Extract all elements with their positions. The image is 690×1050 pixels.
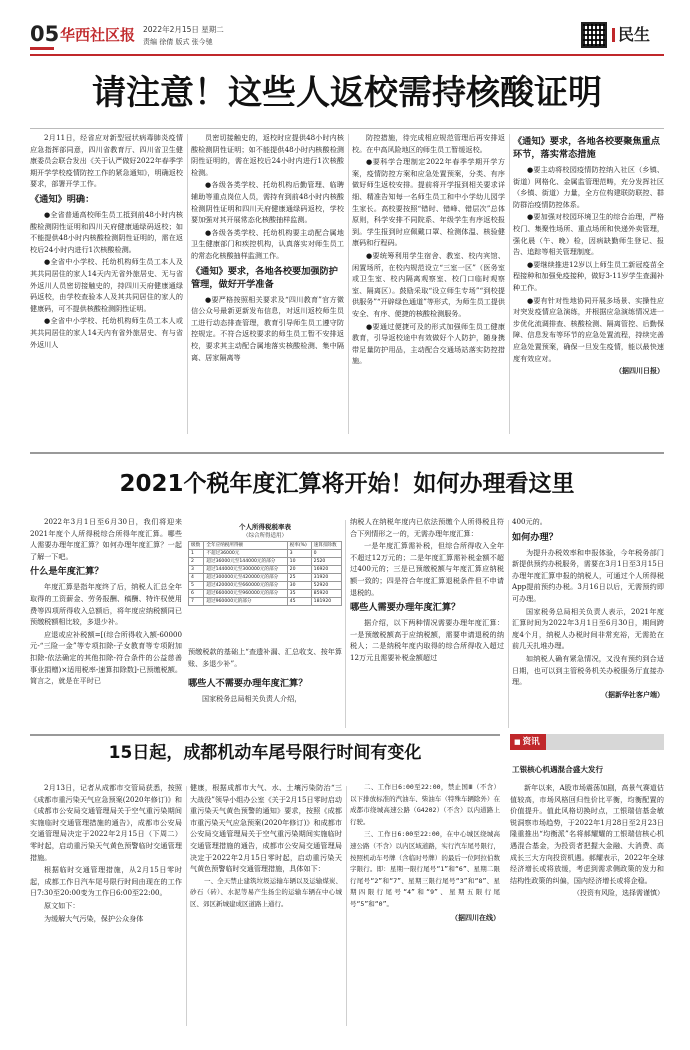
sidebar-title: 工银核心机遇混合盛大发行 <box>512 765 604 774</box>
tax-table-cell: 31920 <box>311 574 341 582</box>
tax-table-cell: 超过420000元至660000元的部分 <box>204 582 287 590</box>
article-3-para: 2月13日，记者从成都市交管局获悉，按照《成都市重污染天气应急预案(2020年修订)》和《成都市公安局交通管理局关于空气重污染期间实施临时交通管理措施的通告》，成都市公安局交通管理局决定于2022年2月15日（下周二）零时起，启动重污染天气黄色预警临时交通管理措施。 <box>30 783 182 862</box>
article-3-col-3 <box>350 782 500 1027</box>
article-2-top-rule <box>30 452 664 454</box>
article-2-col-3 <box>350 516 504 729</box>
sidebar-tag <box>510 734 546 750</box>
tax-table-cell: 超过36000元至144000元的部分 <box>204 558 287 566</box>
section-name: 民生 <box>618 25 651 44</box>
article-3-para: 原文如下： <box>44 900 80 910</box>
tax-table-header-cell: 级数 <box>189 542 204 550</box>
tax-table-cell: 超过144000元至300000元的部分 <box>204 566 287 574</box>
tax-table-cell: 30 <box>287 582 311 590</box>
article-1-para: ●各级各类学校、托幼机构后勤管理、临聘辅助等重点岗位人员，需持有到前48小时内核酸检测阴性证明和四川天府健康通绿码返校，学校要加强对其开展常态化核酸抽样监测。 <box>191 180 344 225</box>
article-1-para: ●全省中小学校、托幼机构师生员工本人或其共同居住的家人14天内有省外旅居史、有与省外返川人 <box>30 316 183 349</box>
tax-table-cell: 25 <box>287 574 311 582</box>
page-number: 05 <box>30 22 60 46</box>
tax-table-row <box>189 558 342 566</box>
page-number-bar <box>30 47 54 50</box>
tax-table-title: 个人所得税税率表 <box>239 523 291 531</box>
article-2-para: 年度汇算是指年度终了后，纳税人汇总全年取得的工资薪金、劳务报酬、稿酬、特许权使用费等四项所得收入总额后，将年度应纳税额同已预缴税额相比较，多退少补。 <box>30 582 182 627</box>
sidebar-para: 新年以来，A股市场震荡加剧，高景气赛道估值较高，市场风格回归性价比平衡，均衡配置的价值提升。值此风格切换时点，工银瑞信基金敏锐洞察市场趋势，于2022年1月28日至2月23日隆重推出“均衡派”名将郝耀耀的工银瑞信核心机遇混合基金，为投资者把握大金融、大消费、高成长三大方向投资机遇。郝耀表示，2022年全球经济增长或将放缓，考虑到需求侧政策的发力和结构性政策的纠偏，国内经济增长或将企稳。 <box>510 783 664 885</box>
article-2-para: 据介绍，以下两种情况需要办理年度汇算：一是预缴税额高于应纳税额，需要申请退税的纳税人；二是纳税年度内取得的综合所得收入超过12万元且需要补税金额超过 <box>350 618 504 662</box>
tax-table-row <box>189 590 342 598</box>
article-1-headline: 请注意！这些人返校需持核酸证明 <box>92 73 602 113</box>
sidebar-tag-icon: ■ <box>514 738 521 746</box>
article-2-subhead-1: 什么是年度汇算？ <box>30 566 104 578</box>
news-sidebar <box>510 734 664 1029</box>
article-1-para: ●要主动将校园疫情防控纳入社区（乡镇、街道）网格化、金属监管理范畴，充分发挥社区（乡镇、街道）力量，全方位构建联防联控、群防群治疫情防控体系。 <box>513 165 664 209</box>
column-divider <box>186 786 187 1026</box>
article-3-top-rule <box>30 734 500 736</box>
article-1-para: ●要继续推进12岁以上师生员工新冠疫苗全程接种和加强免疫接种，做好3-11岁学生查漏补种工作。 <box>513 259 664 292</box>
tax-table-cell: 5 <box>189 582 204 590</box>
tax-table-cell: 2 <box>189 558 204 566</box>
tax-table-row <box>189 566 342 574</box>
article-3-headline: 15日起，成都机动车尾号限行时间有变化 <box>108 743 422 763</box>
section-marker-icon <box>612 28 615 42</box>
article-2-para: 纳税人在纳税年度内已依法预缴个人所得税且符合下列情形之一的，无需办理年度汇算： <box>350 517 504 538</box>
qr-code-icon <box>581 22 607 48</box>
tax-rate-table <box>188 522 342 606</box>
article-1-para: ●要严格按照相关要求及“四川教育”官方微信公众号最新更新发布信息，对返川返校师生员工进行动态排查管理，教育引导师生员工遵守防控规定。不符合返校要求的师生员工暂不安排返校，要求其主动配合属地落实核酸检测、集中隔离、居家隔离等 <box>191 294 344 362</box>
tax-table-cell: 7 <box>189 598 204 606</box>
tax-table-cell: 2520 <box>311 558 341 566</box>
tax-table-cell: 超过960000元的部分 <box>204 598 287 606</box>
column-divider <box>348 134 349 434</box>
article-2-para: 400元的。 <box>512 517 547 526</box>
article-1-para: ●各级各类学校、托幼机构要主动配合属地卫生健康部门和疾控机构，认真落实对师生员工的常态化核酸抽样监测工作。 <box>191 227 344 260</box>
tax-table-cell: 1 <box>189 550 204 558</box>
article-2-para: 为提升办税效率和申报体验，今年税务部门新提供预约办税服务，需要在3月1日至3月15日办理年度汇算申报的纳税人，可通过个人所得税App提前预约办税。3月16日以后，无需预约即可办理。 <box>512 547 664 603</box>
paper-name: 华西社区报 <box>60 26 136 44</box>
article-3-para: 二、工作日6:00至22:00，禁止国Ⅲ（不含）以下排放标准的汽油车、柴油车（特殊车辆除外）在成都市绕城高速公路（G4202）（不含）以内道路上行驶。 <box>350 783 500 826</box>
tax-table-row <box>189 550 342 558</box>
article-1-col-1 <box>30 132 183 437</box>
column-divider <box>508 520 509 728</box>
article-1-para: ●全省普通高校师生员工抵到前48小时内核酸检测阴性证明和四川天府健康通绿码返校；如不能提供48小时内核酸检测阴性证明的，需在返校后24小时内进行1次核酸检测。 <box>30 209 183 254</box>
article-1-col-3 <box>352 132 505 437</box>
article-3-para: 根据临时交通管理措施，从2月15日零时起，成都工作日汽车尾号限行时间由现在的工作日7:30至20:00变为工作日6:00至22:00。 <box>30 865 182 898</box>
tax-table-header-cell: 全年应纳税所得额 <box>204 542 287 550</box>
article-1-col-2 <box>191 132 344 437</box>
tax-table-cell: 4 <box>189 574 204 582</box>
article-2-headline: 2021个税年度汇算将开始！如何办理看这里 <box>119 471 575 497</box>
masthead-rule <box>30 54 664 56</box>
article-1-subhead-3: 《通知》要求，各地各校要聚焦重点环节，落实常态措施 <box>513 136 660 160</box>
article-2-para: 如纳税人确有紧急情况，又没有预约到合适日期，也可以到主管税务机关办税服务厅直接办理。 <box>512 653 664 687</box>
article-1-para: ●要加强对校园环境卫生的综合治理，严格校门、集聚性场所、重点场所和快递外卖管理，强化晨（午、晚）检，因病缺勤师生登记、报告、追踪等相关管理制度。 <box>513 212 664 257</box>
masthead <box>0 0 690 58</box>
tax-table-cell: 10 <box>287 558 311 566</box>
article-2-para: 应退或应补税额=[(综合所得收入额-60000元-“三险一金”等专项扣除-子女教育等专项附加扣除-依法确定的其他扣除-符合条件的公益慈善事业捐赠)×适用税率-速算扣除数]-已预缴税额。简言之，就是在平时已 <box>30 629 182 686</box>
tax-table-row <box>189 598 342 606</box>
column-divider <box>187 134 188 434</box>
tax-table-cell: 35 <box>287 590 311 598</box>
sidebar-body <box>510 782 664 1012</box>
sidebar-source: （投资有风险，选择需谨慎） <box>573 889 664 898</box>
article-2-para: 国家税务总局相关负责人介绍， <box>202 694 302 704</box>
article-1-para: ●要科学合理制定2022年春季学期开学方案，疫情防控方案和应急处置预案，分类、有序做好师生返校安排。提前将开学报到相关要求详细、精准告知每一名师生员工和中小学幼儿园学生家长。高校要按照“错时、错峰、错层次”总体原则，科学安排不同院系、年级学生有序返校报到。学生报到时应佩戴口罩、检测体温、核验健康码和行程码。 <box>352 157 505 248</box>
tax-table-header-cell: 速算扣除数 <box>311 542 341 550</box>
tax-table-cell: 3 <box>287 550 311 558</box>
article-2-col-2 <box>188 646 342 731</box>
tax-table-cell: 20 <box>287 566 311 574</box>
tax-table-row <box>189 582 342 590</box>
tax-table-cell: 52920 <box>311 582 341 590</box>
tax-table-cell: 0 <box>311 550 341 558</box>
article-1-subhead-1: 《通知》明确： <box>30 193 95 205</box>
article-1-para: ●要统筹利用学生宿舍、教室、校内宾馆、闲置场所，在校内规范设立“三室一区”（医务室或卫生室、校内隔离观察室、校门口临时观察室、隔离区）。鼓励采取“设立师生专场”“到校提供服务”“开辟绿色通道”等形式，为师生员工提供安全、有序、便捷的核酸检测服务。 <box>352 250 505 318</box>
tax-table-header-cell: 税率(%) <box>287 542 311 550</box>
article-3-source: （据四川在线） <box>451 913 500 922</box>
tax-table-cell: 不超过36000元 <box>204 550 287 558</box>
tax-table-cell: 16920 <box>311 566 341 574</box>
article-3-col-1 <box>30 782 182 1027</box>
article-2-subhead-3: 哪些人需要办理年度汇算？ <box>350 602 461 614</box>
article-2-subhead-2: 哪些人不需要办理年度汇算？ <box>188 678 308 690</box>
tax-table-cell: 3 <box>189 566 204 574</box>
column-divider <box>346 786 347 1026</box>
article-2-col-1 <box>30 516 182 729</box>
article-1-subhead-2: 《通知》要求，各地各校要加强防护管理，做好开学准备 <box>191 265 338 290</box>
article-3-para: 为缓解大气污染，保护公众身体 <box>44 913 144 923</box>
tax-table-grid <box>188 541 342 606</box>
tax-table-cell: 超过300000元至420000元的部分 <box>204 574 287 582</box>
tax-table-cell: 45 <box>287 598 311 606</box>
article-1-col-4 <box>513 132 664 437</box>
article-2-col-4 <box>512 516 664 729</box>
tax-table-cell: 85920 <box>311 590 341 598</box>
tax-table-cell: 超过660000元至960000元的部分 <box>204 590 287 598</box>
article-2-subhead-4: 如何办理？ <box>512 531 558 543</box>
article-3-para: 健康，根据成都市大气、水、土壤污染防治“三大战役”领导小组办公室《关于2月15日零时启动重污染天气黄色预警的通知》要求，按照《成都市重污染天气应急预案(2020年修订)》和成都市公安局交通管理局关于空气重污染期间实施临时交通管理措施的通告，成都市公安局交通管理局决定于2022年2月15日零时起，启动重污染天气黄色预警临时交通管理措施，具体如下： <box>190 783 342 874</box>
article-1-para: ●要通过便捷可及的形式加强师生员工健康教育，引导返校途中有效做好个人防护，随身携带足量防护用品，主动配合交通场站落实防控措施。 <box>352 321 505 366</box>
article-1-para: ●全省中小学校、托幼机构师生员工本人及其共同居住的家人14天内无省外旅居史、无与省外返川人员密切接触史的，持四川天府健康通绿码返校，由学校查验本人及其共同居住的家人的健康码，可不提供核酸检测阴性证明。 <box>30 257 183 313</box>
column-divider <box>345 520 346 728</box>
article-3-para: 三、工作日6:00至22:00，在中心城区绕城高速公路（不含）以内区域道路，实行汽车尾号限行，按照机动车号牌（含临时号牌）的最后一位阿拉伯数字限行。即：星期一限行尾号“1”和“6”、星期二限行尾号“2”和“7”、星期三限行尾号“3”和“8”、星期四限行尾号“4”和“9”、星期五限行尾号“5”和“0”。 <box>350 830 500 908</box>
article-1-top-rule <box>30 128 664 129</box>
article-2-source: （据新华社客户端） <box>601 690 664 699</box>
article-1-para: 员密切接触史的，返校时应提供48小时内核酸检测阴性证明；如不能提供48小时内核酸检测阴性证明的，需在返校后24小时内进行1次核酸检测。 <box>191 133 344 177</box>
tax-table-subtitle: （综合所得适用） <box>242 533 287 539</box>
sidebar-tag-label: 资讯 <box>522 737 540 747</box>
article-1-para: 2月11日，经省应对新型冠状病毒肺炎疫情应急指挥部同意，四川省教育厅、四川省卫生健康委员会联合发出《关于认严做好2022年春季学期开学学校疫情防控工作的紧急通知》，明确返校要求，部署开学工作。 <box>30 133 183 189</box>
tax-table-cell: 6 <box>189 590 204 598</box>
article-1-para: 防控措施，待完成相应规范管理后再安排返校。在中高风险地区的师生员工暂缓返校。 <box>352 133 505 154</box>
tax-table-row <box>189 574 342 582</box>
article-1-para: ●要有针对性地协同开展多场景、实操性应对突发疫情应急演练，并根据应急演练情况进一步优化流调排查、核酸检测、隔离管控、后勤保障、信息发布等环节的应急处置流程，持续完善应急处置预案，确保一旦发生疫情，能以最快速度有效应对。 <box>513 295 664 363</box>
article-3-para: 一、全天禁止建筑垃圾运输车辆以及运输煤炭、砂石（砖）、水泥等易产生扬尘的运输车辆在中心城区、郊区新城建成区道路上通行。 <box>190 876 342 908</box>
article-2-para: 国家税务总局相关负责人表示，2021年度汇算时间为2022年3月1日至6月30日，期间跨度4个月，纳税人办税时间非常充裕，无需抢在前几天扎堆办理。 <box>512 606 664 651</box>
article-3-col-2 <box>190 782 342 1027</box>
column-divider <box>509 134 510 434</box>
issue-date: 2022年2月15日 星期二 <box>143 25 224 34</box>
article-1-source: （据四川日报） <box>615 367 664 376</box>
tax-table-cell: 181920 <box>311 598 341 606</box>
article-2-para: 一是年度汇算需补税，但综合所得收入全年不超过12万元的；二是年度汇算需补税金额不超过400元的；三是已预缴税额与年度汇算应纳税额一致的；四是符合年度汇算退税条件但不申请退税的。 <box>350 541 504 597</box>
article-2-para: 预缴税款的基础上“查遗补漏、汇总收支、按年算账、多退少补”。 <box>188 647 342 668</box>
article-2-para: 2022年3月1日至6月30日，我们将迎来2021年度个人所得税综合所得年度汇算。哪些人需要办理年度汇算？如何办理年度汇算？一起了解一下吧。 <box>30 517 182 561</box>
editors: 责编 徐倩 版式 张今驰 <box>143 38 213 46</box>
